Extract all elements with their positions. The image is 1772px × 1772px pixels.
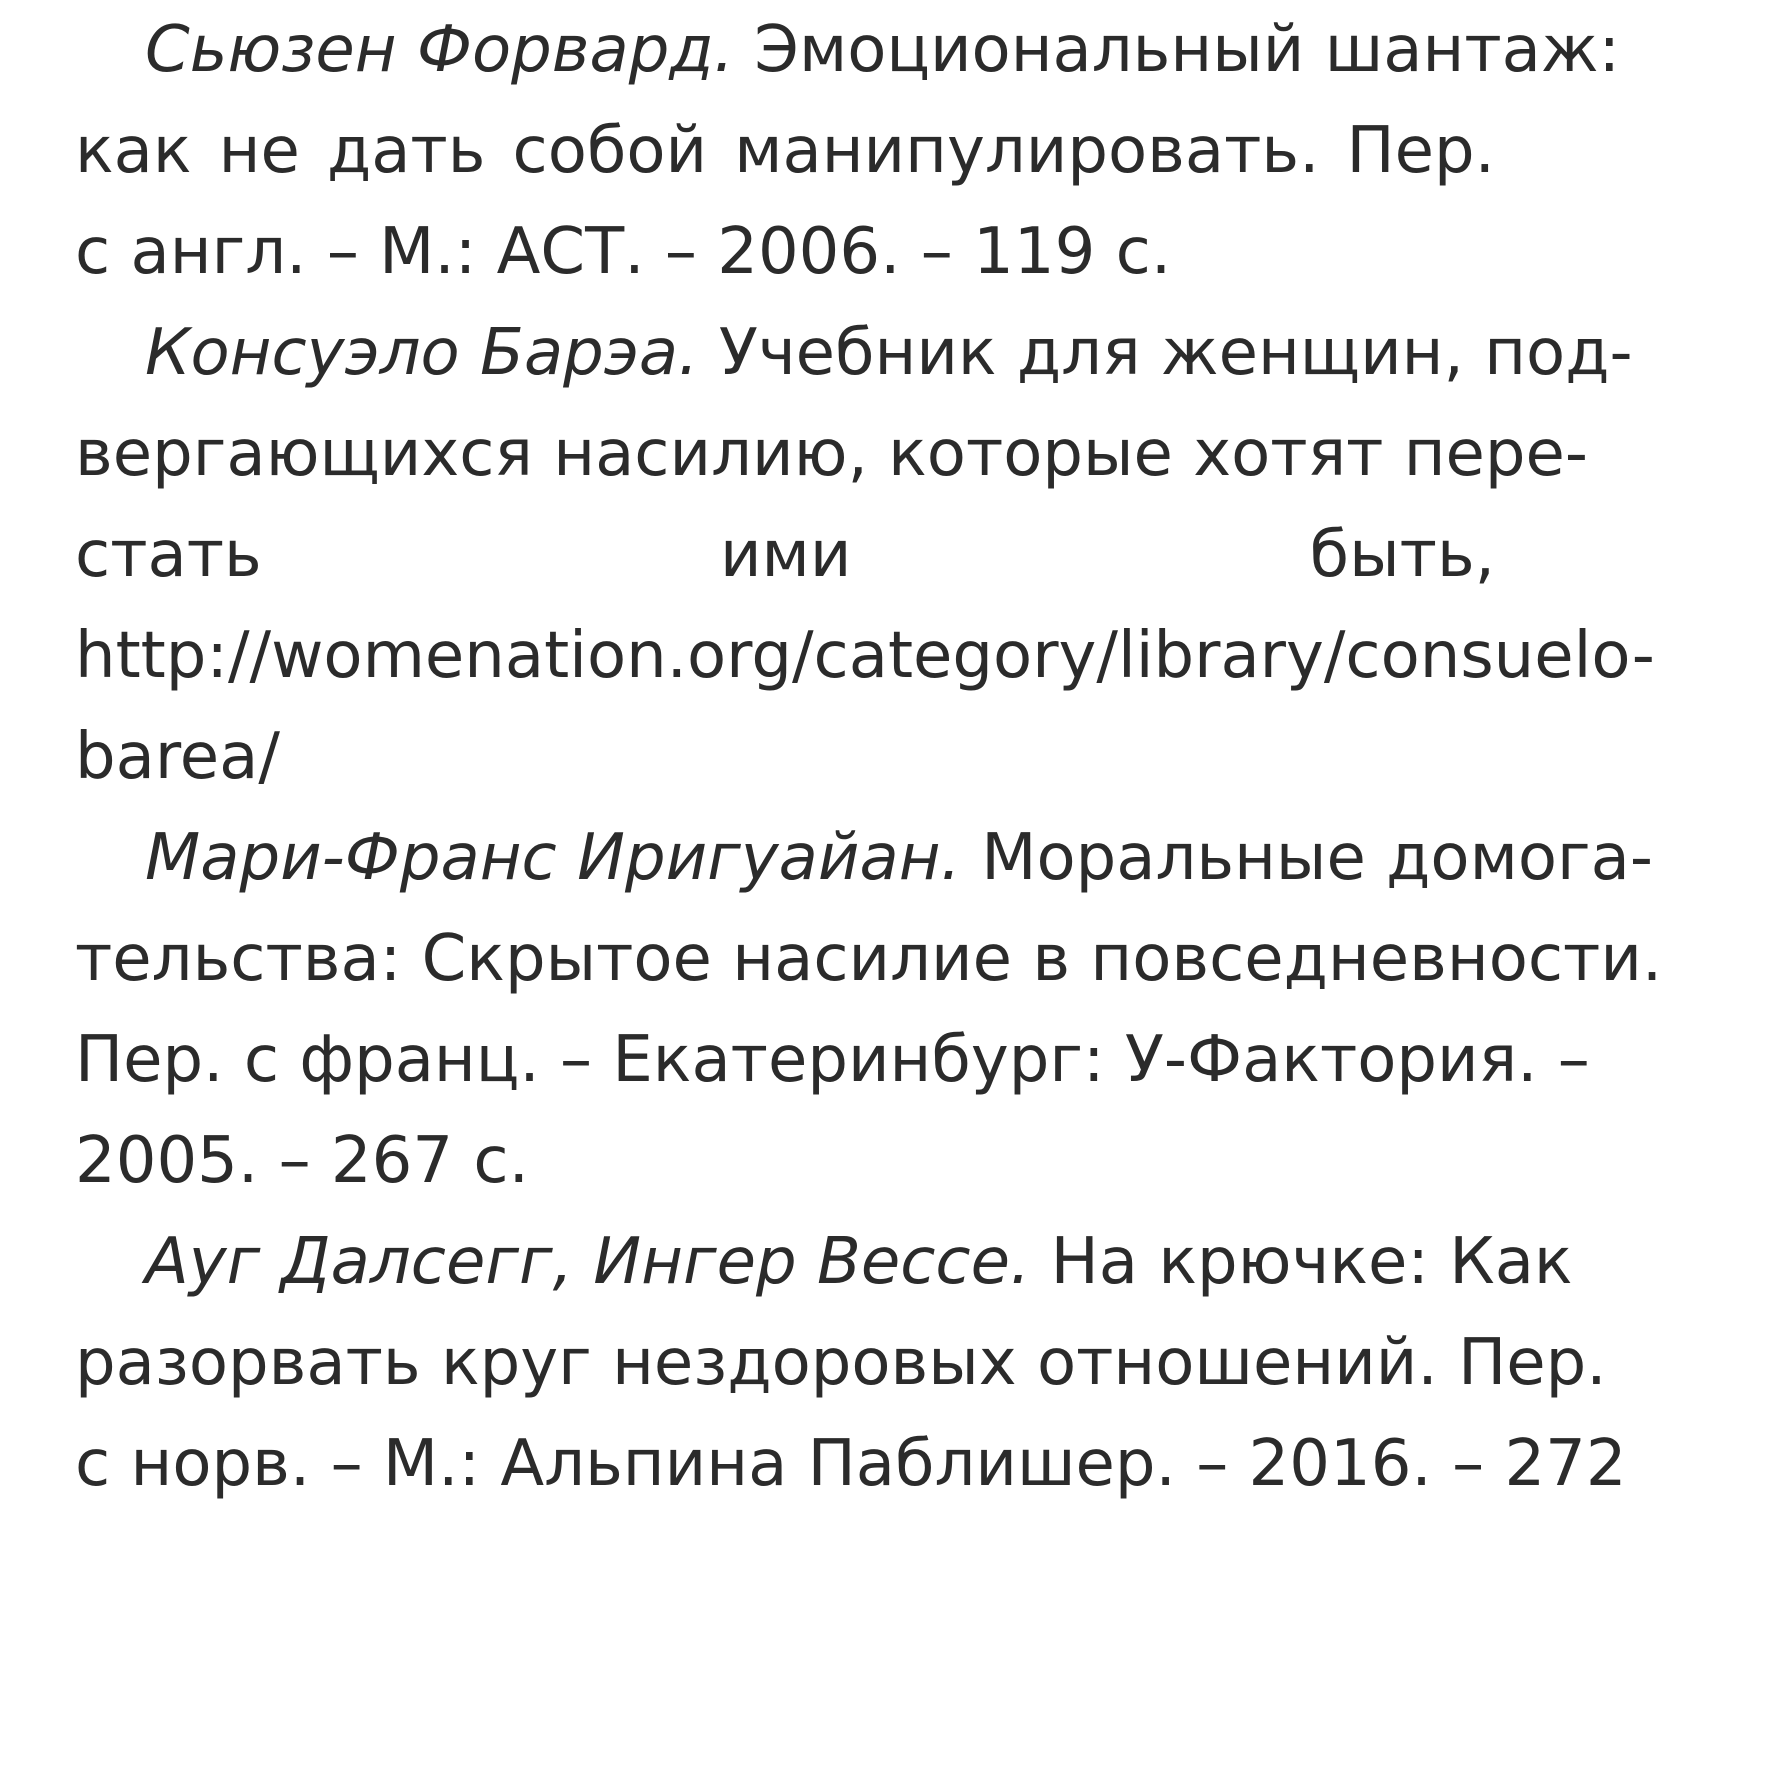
- entry-text: Моральные домога-: [960, 821, 1653, 895]
- text-line: [75, 303, 1633, 404]
- entry-text: Эмоциональный шантаж:: [733, 13, 1621, 87]
- author-name: Сьюзен Форвард.: [145, 13, 734, 87]
- text-line: вергающихся насилию, которые хотят пере-: [75, 417, 1588, 491]
- author-name: Мари-Франс Иригуайан.: [145, 821, 961, 895]
- bibliography-entry-dalsegg: [75, 1212, 1627, 1515]
- author-name: Консуэло Барэа.: [145, 316, 699, 390]
- url-link-continuation[interactable]: barea/: [75, 720, 280, 794]
- bibliography-entry-barea: [75, 303, 1655, 808]
- text-line: [75, 808, 1653, 909]
- bibliography-page: [75, 0, 1663, 1515]
- entry-text: На крючке: Как: [1030, 1225, 1573, 1299]
- entry-text: Учебник для женщин, под-: [698, 316, 1633, 390]
- bibliography-entry-hirigoyen: [75, 808, 1663, 1212]
- text-line: 2005. – 267 с.: [75, 1124, 529, 1198]
- text-line: с норв. – М.: Альпина Паблишер. – 2016. – 272: [75, 1427, 1627, 1501]
- text-line: как не дать собой манипулировать. Пер.: [75, 114, 1495, 188]
- text-line: [75, 0, 1621, 101]
- text-line: тельства: Скрытое насилие в повседневности.: [75, 922, 1663, 996]
- text-line: с англ. – М.: АСТ. – 2006. – 119 с.: [75, 215, 1172, 289]
- text-line: разорвать круг нездоровых отношений. Пер.: [75, 1326, 1607, 1400]
- text-line: стать ими быть,: [75, 518, 1495, 592]
- author-name: Ауг Далсегг, Ингер Вессе.: [145, 1225, 1031, 1299]
- text-line: [75, 1212, 1573, 1313]
- url-link[interactable]: http://womenation.org/category/library/consuelo-: [75, 619, 1655, 693]
- text-line: Пер. с франц. – Екатеринбург: У-Фактория. –: [75, 1023, 1590, 1097]
- bibliography-entry-forward: [75, 0, 1621, 303]
